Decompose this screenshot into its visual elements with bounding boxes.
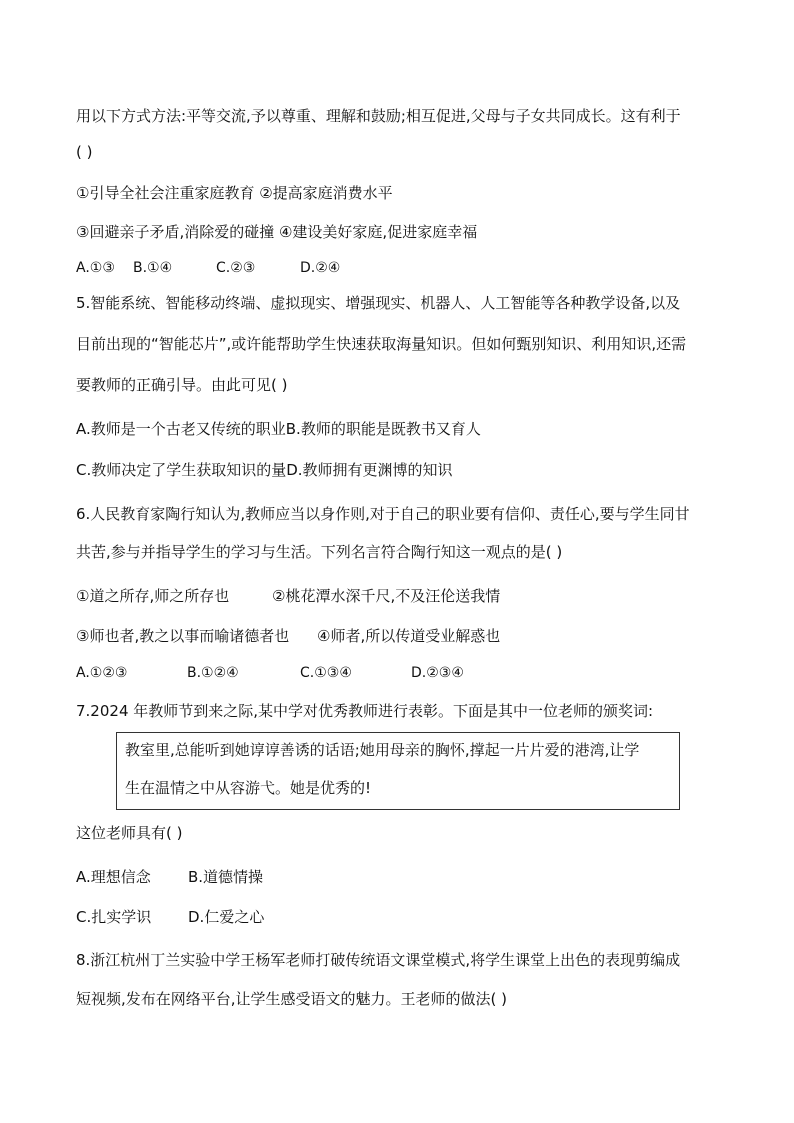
q7-option-a: A.理想信念	[76, 868, 151, 886]
q7-option-b: B.道德情操	[188, 868, 264, 886]
q4-option-c: C.②③	[216, 260, 256, 276]
q4-option-d: D.②④	[300, 260, 341, 276]
q6-options	[76, 663, 464, 683]
q6-item-3: ③师也者,教之以事而喻诸德者也	[76, 627, 290, 645]
q6-item-1: ①道之所存,师之所存也	[76, 587, 230, 605]
q8-stem-line2: 短视频,发布在网络平台,让学生感受语文的魅力。王老师的做法( )	[76, 990, 508, 1008]
q7-option-c: C.扎实学识	[76, 908, 152, 926]
q7-quote-line2: 生在温情之中从容游弋。她是优秀的!	[125, 779, 372, 797]
q5-stem-line2: 目前出现的“智能芯片”,或许能帮助学生快速获取海量知识。但如何甄别知识、利用知识,还需	[76, 335, 687, 353]
q4-options	[76, 258, 340, 278]
q6-option-b: B.①②④	[187, 665, 239, 681]
q6-option-a: A.①②③	[76, 665, 128, 681]
q6-item-4: ④师者,所以传道受业解惑也	[317, 627, 501, 645]
q7-stem-line2: 这位老师具有( )	[76, 824, 183, 842]
q6-stem-line1: 6.人民教育家陶行知认为,教师应当以身作则,对于自己的职业要有信仰、责任心,要与学生同甘	[76, 505, 690, 523]
q6-item-line2	[76, 626, 501, 646]
q5-option-line1: A.教师是一个古老又传统的职业B.教师的职能是既教书又育人	[76, 420, 481, 438]
q7-option-d: D.仁爱之心	[188, 908, 265, 926]
q7-quote-box	[116, 732, 680, 810]
q4-option-b: B.①④	[133, 260, 173, 276]
q4-item-line2: ③回避亲子矛盾,消除爱的碰撞 ④建设美好家庭,促进家庭幸福	[76, 223, 478, 241]
q5-stem-line1: 5.智能系统、智能移动终端、虚拟现实、增强现实、机器人、人工智能等各种教学设备,以及	[76, 294, 681, 312]
q6-item-2: ②桃花潭水深千尺,不及汪伦送我情	[272, 587, 501, 605]
q8-stem-line1: 8.浙江杭州丁兰实验中学王杨军老师打破传统语文课堂模式,将学生课堂上出色的表现剪编成	[76, 951, 681, 969]
q4-stem-line1: 用以下方式方法:平等交流,予以尊重、理解和鼓励;相互促进,父母与子女共同成长。这有利于	[76, 107, 681, 125]
q6-option-c: C.①③④	[300, 665, 352, 681]
q7-stem-line1: 7.2024 年教师节到来之际,某中学对优秀教师进行表彰。下面是其中一位老师的颁奖词:	[76, 702, 654, 720]
q6-item-line1	[76, 586, 501, 606]
q4-item-line1: ①引导全社会注重家庭教育 ②提高家庭消费水平	[76, 184, 393, 202]
q5-stem-line3: 要教师的正确引导。由此可见( )	[76, 376, 288, 394]
q7-option-line1	[76, 867, 264, 887]
q5-option-line2: C.教师决定了学生获取知识的量D.教师拥有更渊博的知识	[76, 461, 453, 479]
q4-stem-line2: ( )	[76, 143, 93, 161]
q7-option-line2	[76, 907, 265, 927]
q6-stem-line2: 共苦,参与并指导学生的学习与生活。下列名言符合陶行知这一观点的是( )	[76, 543, 563, 561]
q7-quote-line1: 教室里,总能听到她谆谆善诱的话语;她用母亲的胸怀,撑起一片片爱的港湾,让学	[125, 741, 640, 759]
q4-option-a: A.①③	[76, 260, 115, 276]
q6-option-d: D.②③④	[411, 665, 464, 681]
